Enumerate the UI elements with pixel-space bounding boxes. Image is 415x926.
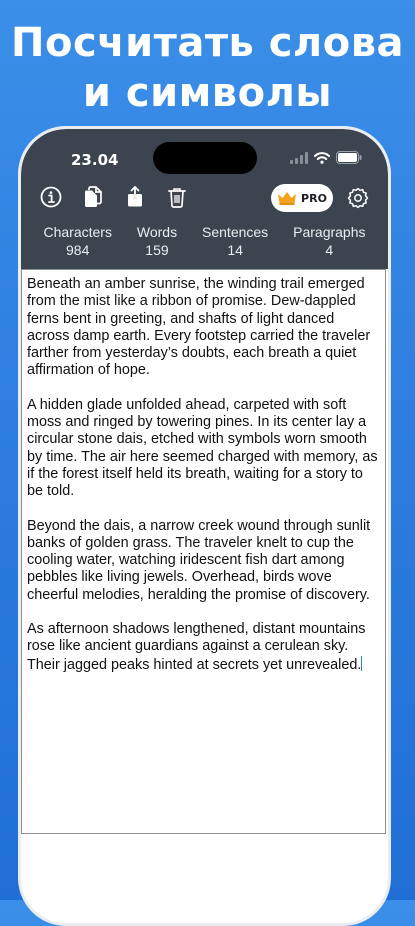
stat-characters xyxy=(43,224,111,259)
editor-paragraph-text: As afternoon shadows lengthened, distant mountains rose like ancient guardians against a cerulean sky. Their jagged peaks hinted at secrets yet unrevealed. xyxy=(27,621,366,673)
stat-value: 4 xyxy=(325,242,334,258)
stat-words xyxy=(137,224,177,259)
dynamic-island xyxy=(153,142,257,174)
toolbar xyxy=(39,185,189,209)
stats-row xyxy=(21,224,388,259)
promo-headline xyxy=(0,18,415,118)
top-bar xyxy=(21,129,388,269)
editor-paragraph: Beneath an amber sunrise, the winding trail emerged from the mist like a ribbon of promise. Dew-dappled ferns bent in greeting, and shafts of light danced across damp earth. Every footstep carried the traveler farther from yesterday’s doubts, each breath a quiet affirmation of hope. xyxy=(27,276,371,379)
text-editor[interactable] xyxy=(21,269,386,834)
crown-icon xyxy=(277,191,297,205)
stat-sentences xyxy=(202,224,268,259)
wifi-icon xyxy=(314,152,330,164)
copy-icon[interactable] xyxy=(81,185,105,209)
status-time: 23.04 xyxy=(71,151,119,169)
stat-value: 159 xyxy=(145,242,169,258)
phone-frame xyxy=(18,126,391,926)
editor-paragraph: Beyond the dais, a narrow creek wound through sunlit banks of golden grass. The traveler knelt to cup the cooling water, watching iridescent fish dart among pebbles like living jewels. Overhead, birds wove cheerful melodies, heralding the promise of discovery. xyxy=(27,517,371,603)
headline-line-2: и символы xyxy=(82,70,333,116)
stat-label: Sentences xyxy=(202,224,269,240)
stat-paragraphs xyxy=(293,224,365,259)
stat-value: 984 xyxy=(66,242,90,258)
info-icon[interactable] xyxy=(39,185,63,209)
status-icons xyxy=(290,151,362,164)
cellular-icon xyxy=(290,152,308,164)
editor-paragraph: A hidden glade unfolded ahead, carpeted with soft moss and ringed by towering pines. In its center lay a circular stone dais, etched with symbols worn smooth by time. The air here seemed charged with memory, as if the forest itself held its breath, waiting for a story to be told. xyxy=(27,396,378,500)
stat-label: Paragraphs xyxy=(293,224,366,240)
text-caret xyxy=(361,656,362,671)
headline-line-1: Посчитать слова xyxy=(10,20,405,66)
stat-value: 14 xyxy=(227,242,243,258)
settings-icon[interactable] xyxy=(346,186,370,210)
pro-label: PRO xyxy=(301,191,327,205)
trash-icon[interactable] xyxy=(165,185,189,209)
battery-icon xyxy=(336,151,362,164)
pro-button[interactable] xyxy=(271,184,333,212)
share-icon[interactable] xyxy=(123,185,147,209)
stat-label: Characters xyxy=(43,224,112,240)
stat-label: Words xyxy=(136,224,178,240)
editor-paragraph-last xyxy=(27,621,378,674)
